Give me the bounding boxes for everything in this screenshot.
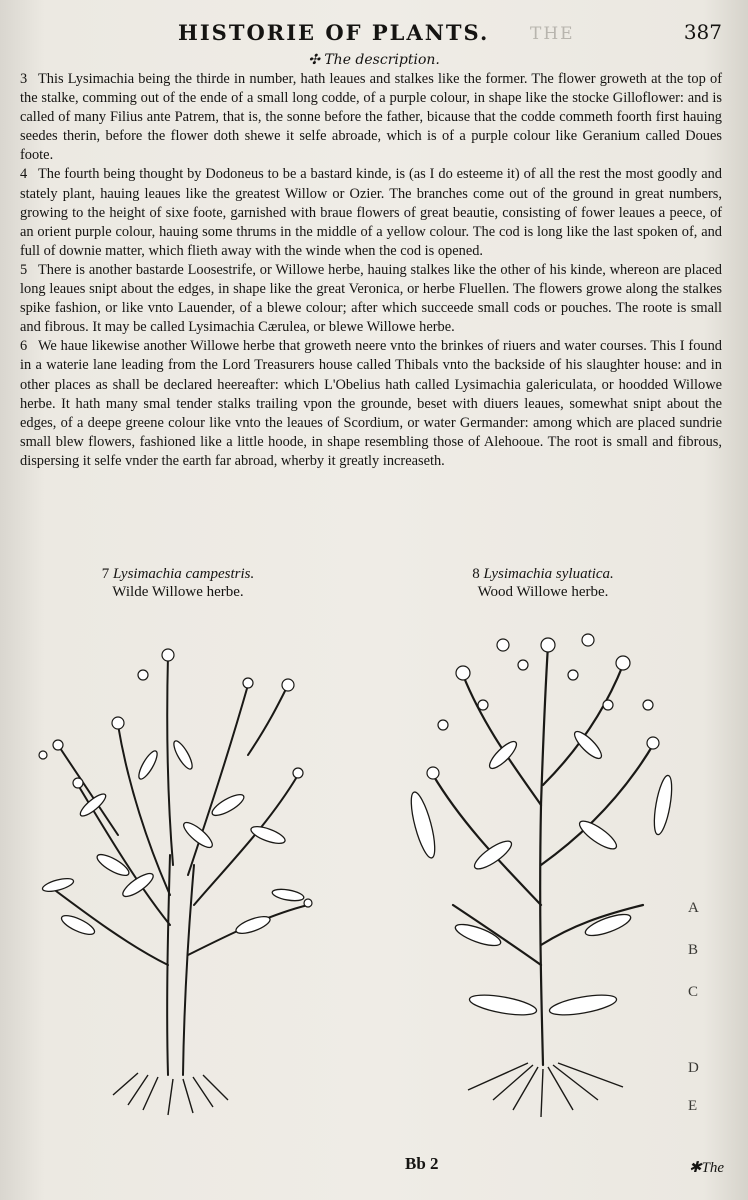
figure-caption	[12, 565, 344, 601]
paragraph-4	[20, 165, 722, 260]
margin-letter: D	[688, 1060, 699, 1076]
paragraph-3	[20, 70, 722, 165]
fleuron-icon: ✣	[308, 52, 325, 68]
figure-number: 8	[472, 566, 480, 582]
figure-wilde-willowe-herbe	[12, 565, 344, 1125]
section-heading	[0, 52, 748, 68]
bleed-through-text: THE	[530, 24, 575, 44]
asterisk-icon: ✱	[688, 1160, 702, 1176]
figure-wood-willowe-herbe	[378, 565, 708, 1125]
paragraph-text: This Lysimachia being the thirde in number, hath leaues and stalkes like the former. The flower groweth at the top of the stalke, comming out of the ende of a small long codde, of a purple colour, in shape like the stocke Gilloflower: and is called of many Filius ante Patrem, that is, the sonne before the father, bicause that the codde commeth foorth first hauing seedes therin, before the flower doth shewe it selfe abroade, which is of a purple colour like Geranium called Doues foote.	[20, 71, 722, 164]
margin-letter: A	[688, 900, 699, 916]
plant-woodcut-illustration	[383, 605, 703, 1125]
running-title: HISTORIE OF PLANTS.	[178, 20, 490, 45]
paragraph-number: 5	[20, 261, 28, 278]
signature-mark: Bb 2	[405, 1154, 439, 1173]
page-footer	[0, 1150, 748, 1190]
catchword: ✱The	[688, 1160, 724, 1176]
page-number: 387	[683, 20, 722, 44]
section-heading-text: The description.	[324, 52, 440, 68]
paragraph-number: 4	[20, 166, 28, 183]
running-head	[0, 18, 748, 48]
figure-latin-name: Lysimachia campestris.	[113, 566, 255, 582]
paragraph-text: We haue likewise another Willowe herbe that groweth neere vnto the brinkes of riuers and water courses. This I found in a waterie lane leading from the Lord Treasurers house called Thibals vnto the backside of his slaughter house: and in other places as shall be declared heereafter: which L'Obelius hath called Lysimachia galericulata, or hoodded Willowe herbe. It hath many smal tender stalks trailing vpon the grounde, beset with diuers leaues, somewhat snipt about the edges, of a deepe greene colour like vnto the leaues of Scordium, or water Germander: among which are placed sundrie small blew flowers, fashioned like a little hoode, in shape resembling those of Alehooue. The root is small and fibrous, dispersing it selfe vnder the earth far abroad, wherby it greatly increaseth.	[20, 338, 722, 469]
figure-number: 7	[101, 566, 110, 582]
margin-letter: C	[688, 984, 699, 1000]
margin-letter: E	[688, 1098, 698, 1114]
paragraph-text: The fourth being thought by Dodoneus to be a bastard kinde, is (as I do esteeme it) of all the rest the most goodly and stately plant, hauing leaues like the greatest Willow or Ozier. The branches come out of the ground in great numbers, growing to the height of sixe foote, garnished with braue flowers of great beautie, consisting of fower leaues a peece, of an orient purple colour, hauing some thrums in the middle of a yellow colour. The cod is long like the last spoken of, and full of downie matter, which flieth away with the winde when the cod is opened.	[20, 166, 722, 259]
figure-latin-name: Lysimachia syluatica.	[483, 566, 614, 582]
plant-woodcut-illustration	[18, 605, 338, 1125]
margin-letter: B	[688, 942, 699, 958]
paragraph-number: 3	[20, 71, 28, 87]
figure-english-name: Wilde Willowe herbe.	[112, 584, 244, 600]
paragraph-5	[20, 261, 722, 337]
paragraph-text: There is another bastarde Loosestrife, or Willowe herbe, hauing stalkes like the other of his kinde, whereon are placed long leaues snipt about the edges, in shape like the great Veronica, or herbe Fluellen. The flowers growe along the stalkes spike fashion, or like vnto Lauender, of a blewe colour; after which succeede small cods or pouches. The roote is small and fibrous. It may be called Lysimachia Cærulea, or blewe Willowe herbe.	[20, 261, 722, 336]
figure-english-name: Wood Willowe herbe.	[477, 584, 609, 600]
figure-caption	[378, 565, 708, 601]
paragraph-6	[20, 337, 722, 471]
paragraph-number: 6	[20, 338, 28, 355]
description-text	[20, 70, 722, 471]
